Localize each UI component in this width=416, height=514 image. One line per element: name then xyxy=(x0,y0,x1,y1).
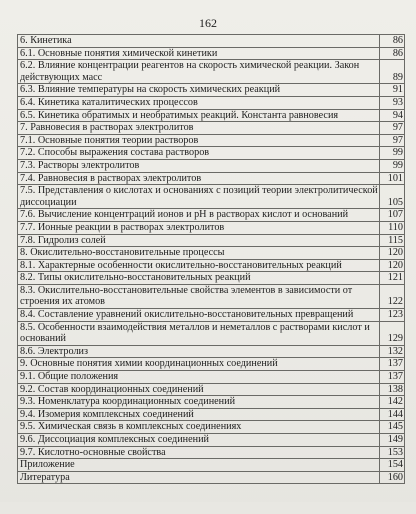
toc-entry-title: 6.5. Кинетика обратимых и необратимых реакций. Константа равновесия xyxy=(18,109,380,122)
page-bottom-margin xyxy=(0,502,416,514)
toc-row xyxy=(18,47,405,60)
toc-entry-page: 145 xyxy=(380,421,405,434)
toc-row xyxy=(18,134,405,147)
toc-row xyxy=(18,234,405,247)
toc-row xyxy=(18,459,405,472)
toc-row xyxy=(18,434,405,447)
toc-entry-title: 7.2. Способы выражения состава растворов xyxy=(18,147,380,160)
toc-entry-page: 93 xyxy=(380,96,405,109)
toc-entry-page: 86 xyxy=(380,35,405,48)
toc-entry-title: 8.3. Окислительно-восстановительные свойства элементов в зависимости от строения их атомов xyxy=(18,284,380,308)
toc-row xyxy=(18,122,405,135)
toc-row xyxy=(18,185,405,209)
toc-entry-page: 97 xyxy=(380,134,405,147)
toc-entry-title: 9.3. Номенклатура координационных соединений xyxy=(18,396,380,409)
toc-entry-page: 138 xyxy=(380,383,405,396)
toc-entry-page: 154 xyxy=(380,459,405,472)
toc-entry-title: 9.5. Химическая связь в комплексных соединениях xyxy=(18,421,380,434)
toc-entry-title: 6.3. Влияние температуры на скорость химических реакций xyxy=(18,84,380,97)
toc-entry-page: 99 xyxy=(380,159,405,172)
toc-entry-page: 120 xyxy=(380,259,405,272)
toc-entry-page: 120 xyxy=(380,247,405,260)
toc-row xyxy=(18,221,405,234)
toc-entry-page: 160 xyxy=(380,471,405,484)
toc-entry-title: 9.4. Изомерия комплексных соединений xyxy=(18,408,380,421)
toc-entry-page: 86 xyxy=(380,47,405,60)
toc-row xyxy=(18,358,405,371)
toc-entry-title: 6. Кинетика xyxy=(18,35,380,48)
toc-entry-title: 6.2. Влияние концентрации реагентов на скорость химической реакции. Закон действующих масс xyxy=(18,60,380,84)
toc-entry-page: 149 xyxy=(380,434,405,447)
toc-entry-page: 107 xyxy=(380,209,405,222)
toc-entry-page: 132 xyxy=(380,345,405,358)
toc-row xyxy=(18,96,405,109)
toc-entry-title: 8.2. Типы окислительно-восстановительных реакций xyxy=(18,272,380,285)
toc-entry-title: 9.2. Состав координационных соединений xyxy=(18,383,380,396)
toc-row xyxy=(18,284,405,308)
toc-row xyxy=(18,446,405,459)
toc-entry-title: 7.1. Основные понятия теории растворов xyxy=(18,134,380,147)
toc-body xyxy=(18,35,405,484)
toc-row xyxy=(18,147,405,160)
toc-entry-title: 9.1. Общие положения xyxy=(18,371,380,384)
table-of-contents xyxy=(17,34,405,484)
toc-entry-title: 7.7. Ионные реакции в растворах электролитов xyxy=(18,221,380,234)
toc-entry-page: 99 xyxy=(380,147,405,160)
toc-row xyxy=(18,109,405,122)
toc-entry-page: 137 xyxy=(380,358,405,371)
toc-entry-title: 7.6. Вычисление концентраций ионов и pH в растворах кислот и оснований xyxy=(18,209,380,222)
toc-row xyxy=(18,396,405,409)
toc-entry-page: 122 xyxy=(380,284,405,308)
toc-entry-title: 9. Основные понятия химии координационных соединений xyxy=(18,358,380,371)
toc-row xyxy=(18,172,405,185)
toc-entry-title: 7.4. Равновесия в растворах электролитов xyxy=(18,172,380,185)
toc-entry-title: 7. Равновесия в растворах электролитов xyxy=(18,122,380,135)
toc-entry-page: 144 xyxy=(380,408,405,421)
toc-row xyxy=(18,259,405,272)
toc-row xyxy=(18,309,405,322)
toc-entry-page: 121 xyxy=(380,272,405,285)
toc-entry-page: 110 xyxy=(380,221,405,234)
toc-entry-page: 129 xyxy=(380,321,405,345)
toc-row xyxy=(18,60,405,84)
toc-row xyxy=(18,321,405,345)
toc-row xyxy=(18,408,405,421)
toc-row xyxy=(18,345,405,358)
toc-entry-title: 8.5. Особенности взаимодействия металлов и неметаллов с растворами кислот и оснований xyxy=(18,321,380,345)
toc-entry-title: Литература xyxy=(18,471,380,484)
toc-row xyxy=(18,247,405,260)
toc-row xyxy=(18,159,405,172)
toc-entry-page: 97 xyxy=(380,122,405,135)
toc-entry-title: 8.6. Электролиз xyxy=(18,345,380,358)
toc-row xyxy=(18,471,405,484)
toc-entry-title: 7.5. Представления о кислотах и основаниях с позиций теории электролитической диссоциации xyxy=(18,185,380,209)
toc-entry-title: 6.1. Основные понятия химической кинетики xyxy=(18,47,380,60)
toc-row xyxy=(18,35,405,48)
toc-entry-page: 142 xyxy=(380,396,405,409)
toc-row xyxy=(18,84,405,97)
toc-entry-page: 115 xyxy=(380,234,405,247)
toc-entry-page: 101 xyxy=(380,172,405,185)
toc-entry-title: 7.3. Растворы электролитов xyxy=(18,159,380,172)
toc-row xyxy=(18,383,405,396)
toc-entry-title: Приложение xyxy=(18,459,380,472)
toc-entry-page: 89 xyxy=(380,60,405,84)
toc-entry-title: 8. Окислительно-восстановительные процессы xyxy=(18,247,380,260)
page-number: 162 xyxy=(199,16,217,30)
toc-entry-page: 91 xyxy=(380,84,405,97)
toc-entry-page: 123 xyxy=(380,309,405,322)
toc-entry-title: 8.4. Составление уравнений окислительно-восстановительных превращений xyxy=(18,309,380,322)
toc-row xyxy=(18,272,405,285)
toc-row xyxy=(18,371,405,384)
toc-entry-title: 8.1. Характерные особенности окислительно-восстановительных реакций xyxy=(18,259,380,272)
toc-entry-page: 94 xyxy=(380,109,405,122)
toc-row xyxy=(18,421,405,434)
toc-entry-page: 153 xyxy=(380,446,405,459)
toc-entry-title: 6.4. Кинетика каталитических процессов xyxy=(18,96,380,109)
toc-entry-title: 9.6. Диссоциация комплексных соединений xyxy=(18,434,380,447)
toc-entry-title: 9.7. Кислотно-основные свойства xyxy=(18,446,380,459)
toc-entry-page: 105 xyxy=(380,185,405,209)
toc-row xyxy=(18,209,405,222)
toc-entry-title: 7.8. Гидролиз солей xyxy=(18,234,380,247)
toc-entry-page: 137 xyxy=(380,371,405,384)
